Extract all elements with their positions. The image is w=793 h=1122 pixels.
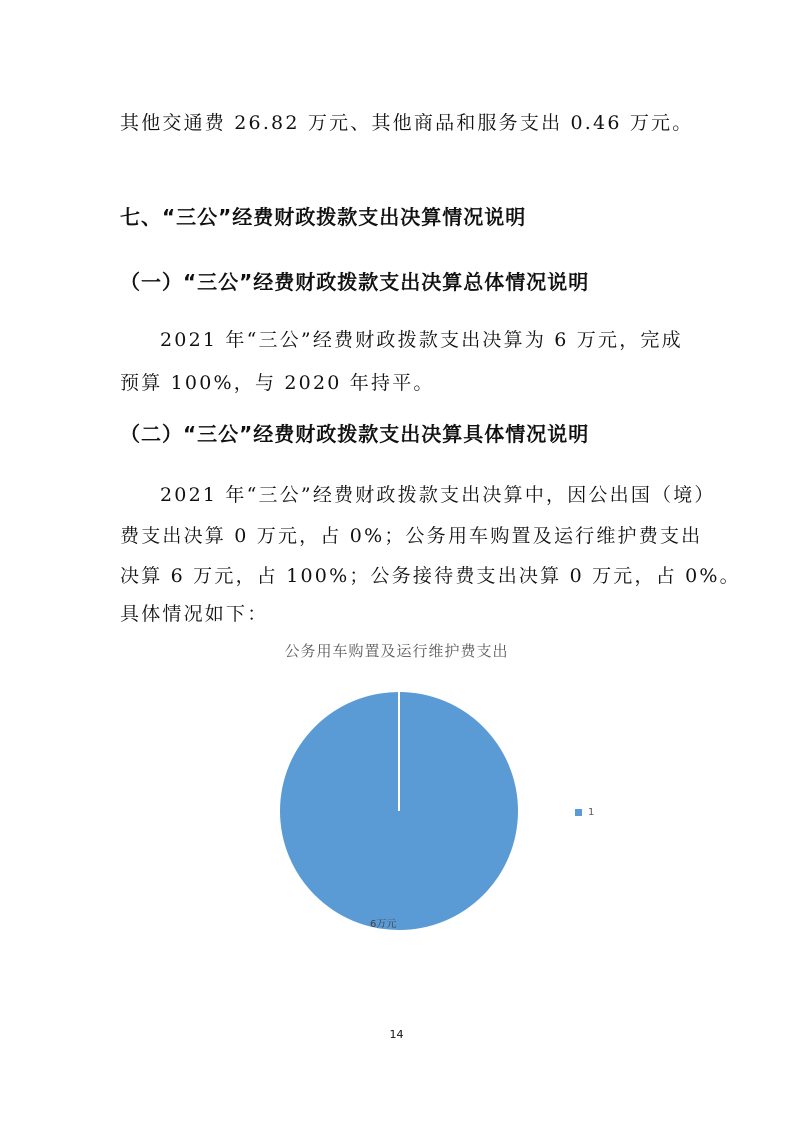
chart-legend (575, 807, 594, 818)
chart-title: 公务用车购置及运行维护费支出 (284, 642, 509, 660)
paragraph-line: 预算 100%，与 2020 年持平。 (120, 372, 435, 394)
section-heading-7: 七、“三公”经费财政拨款支出决算情况说明 (120, 205, 527, 229)
legend-label: 1 (588, 807, 595, 818)
page-number: 14 (389, 1028, 404, 1041)
paragraph-line: 决算 6 万元，占 100%；公务接待费支出决算 0 万元，占 0%。 (120, 565, 741, 587)
legend-swatch (575, 809, 582, 816)
paragraph-line: 具体情况如下： (120, 603, 269, 625)
pie-data-label: 6万元 (370, 919, 397, 930)
paragraph-line: 其他交通费 26.82 万元、其他商品和服务支出 0.46 万元。 (120, 112, 694, 134)
paragraph-line: 费支出决算 0 万元，占 0%；公务用车购置及运行维护费支出 (120, 525, 703, 547)
paragraph-line: 2021 年“三公”经费财政拨款支出决算中，因公出国（境） (160, 484, 716, 506)
subsection-heading-7-2: （二）“三公”经费财政拨款支出决算具体情况说明 (120, 422, 590, 446)
paragraph-line: 2021 年“三公”经费财政拨款支出决算为 6 万元，完成 (160, 329, 683, 351)
subsection-heading-7-1: （一）“三公”经费财政拨款支出决算总体情况说明 (120, 270, 590, 294)
